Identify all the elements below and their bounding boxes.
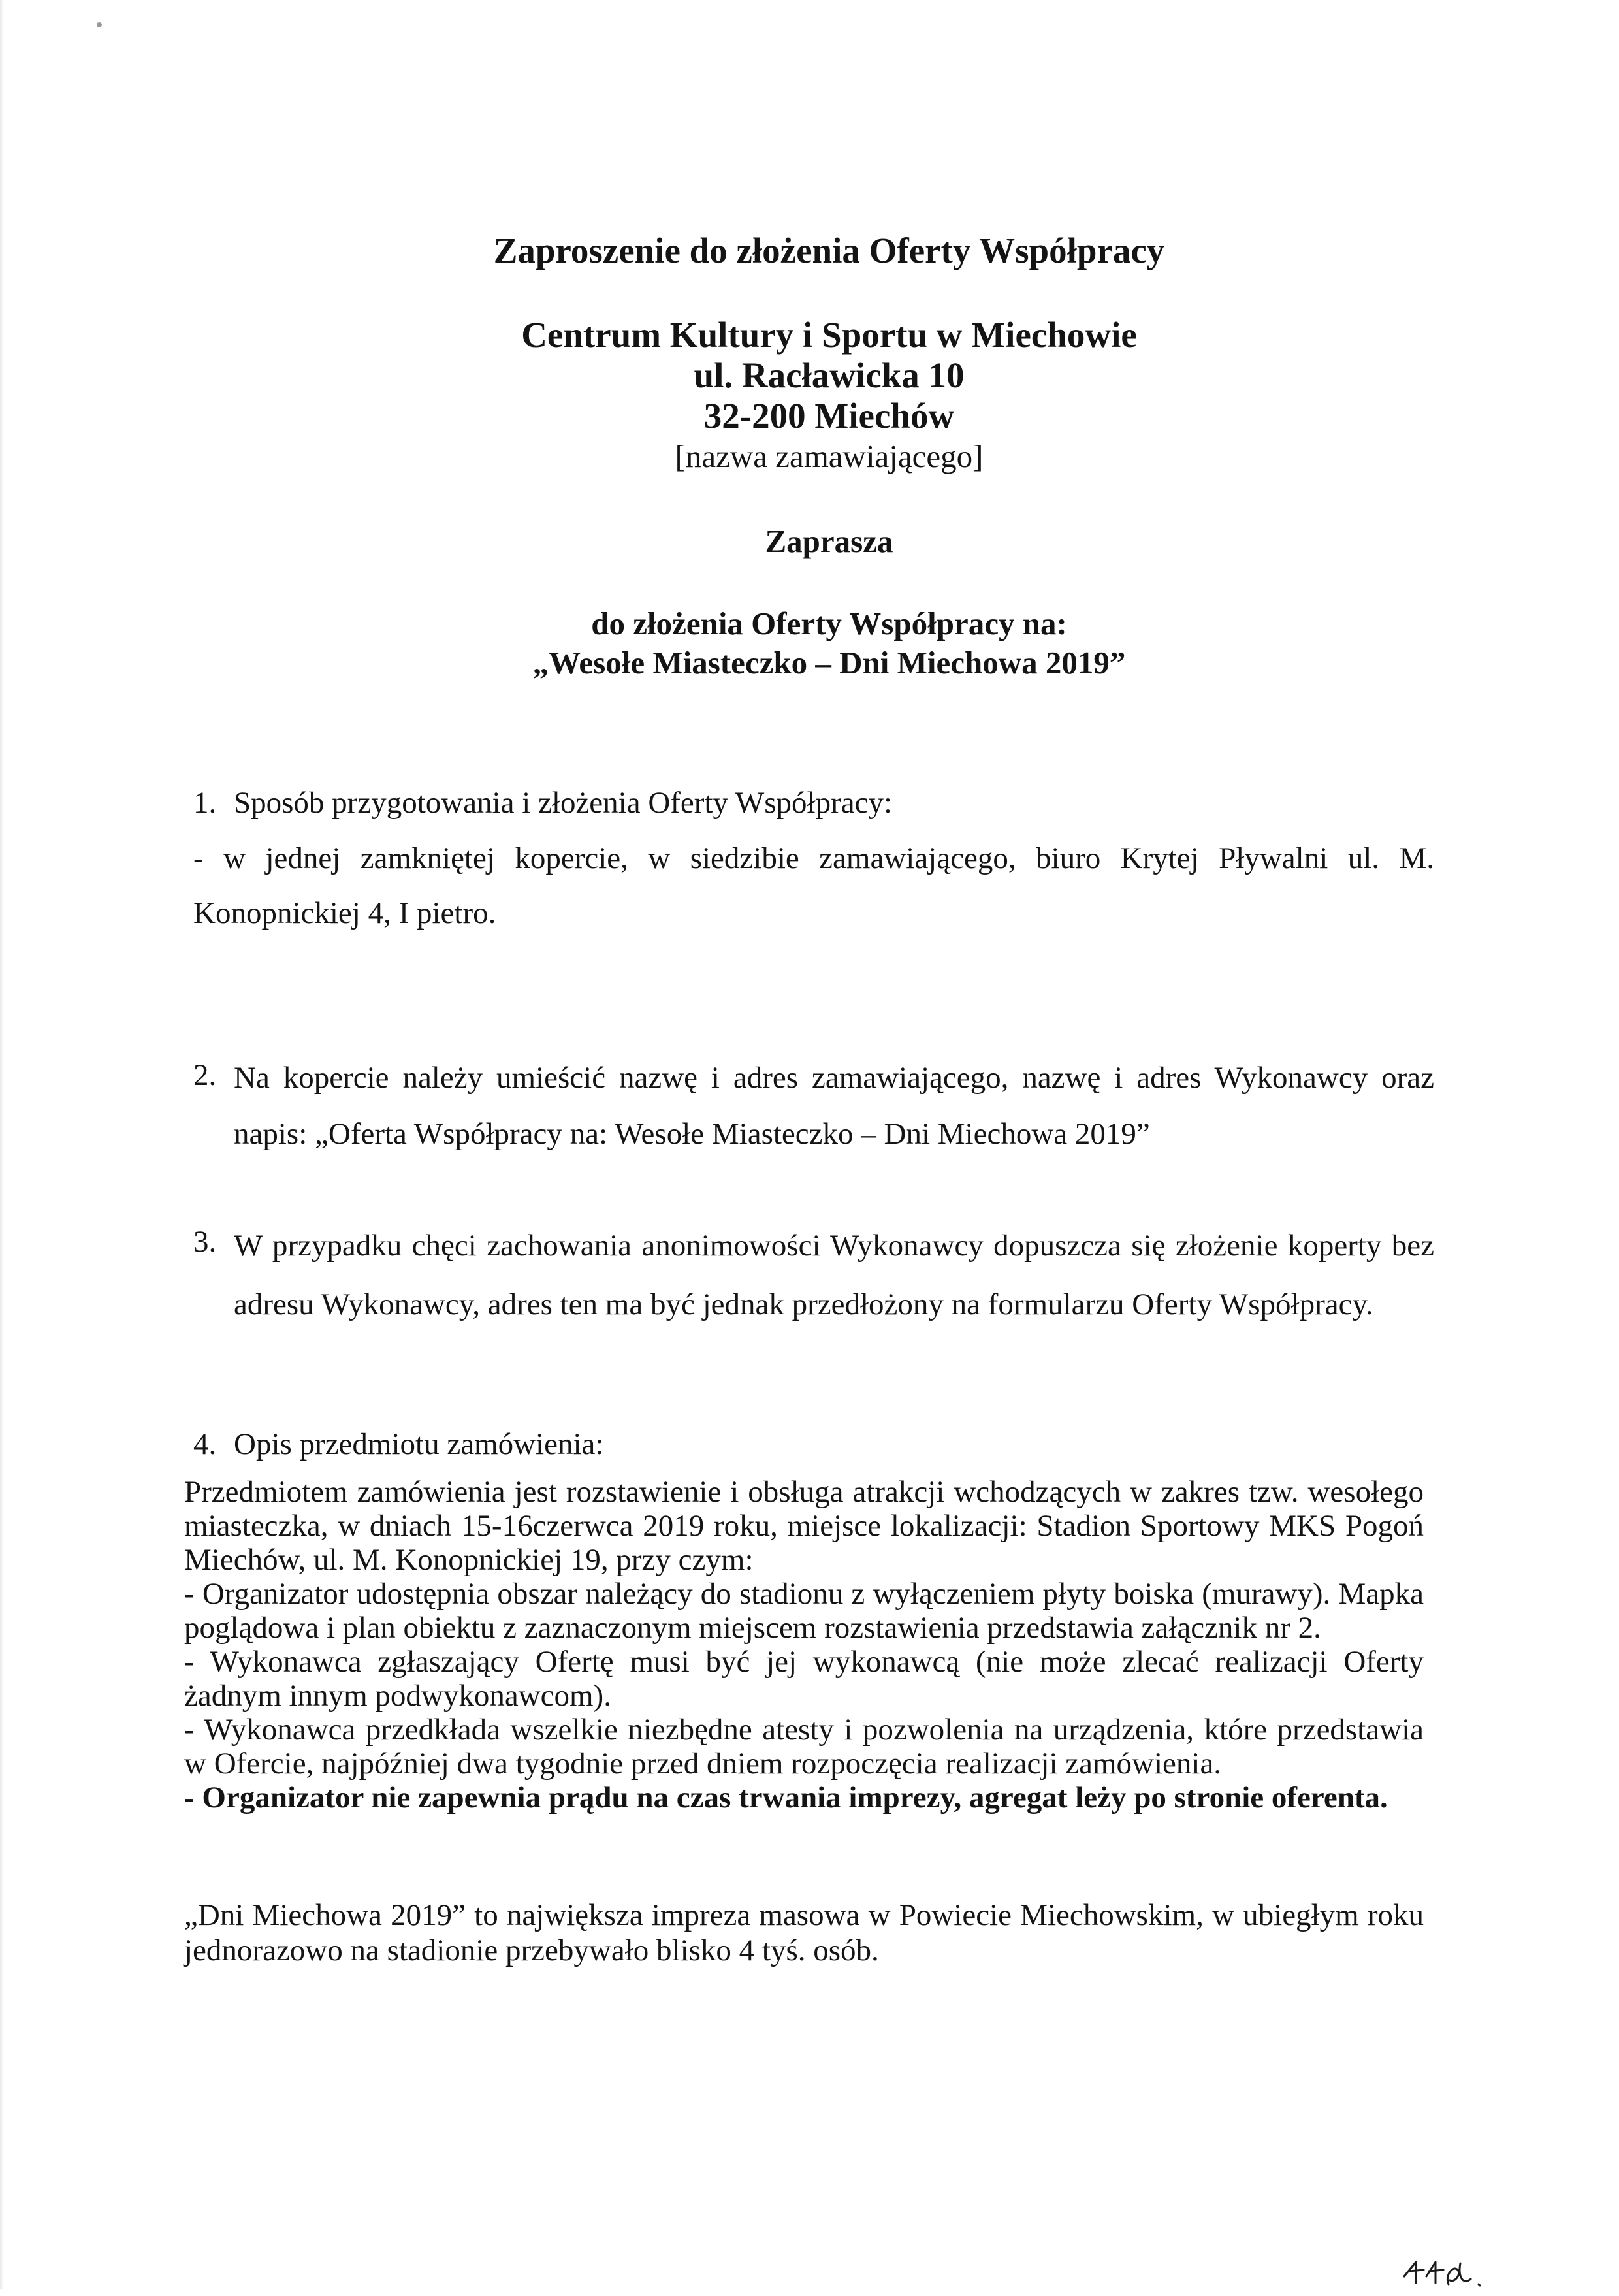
description-point-1: - Organizator udostępnia obszar należący do stadionu z wyłączeniem płyty boiska (murawy). Mapka poglądowa i plan obiektu z zaznaczonym miejscem rozstawienia przedstawia załącznik nr 2. (184, 1577, 1424, 1645)
handwritten-initials (1398, 2250, 1489, 2296)
description-point-2: - Wykonawca zgłaszający Ofertę musi być jej wykonawcą (nie może zlecać realizacji Oferty żadnym innym podwykonawcom). (184, 1645, 1424, 1713)
description-intro: Przedmiotem zamówienia jest rozstawienie i obsługa atrakcji wchodzących w zakres tzw. wesołego miasteczka, w dniach 15-16czerwca 2019 roku, miejsce lokalizacji: Stadion Sportowy MKS Pogoń Miechów, ul. M. Konopnickiej 19, przy czym: (184, 1475, 1424, 1577)
list-item-content (193, 777, 1434, 941)
list-item-number: 2. (193, 1058, 217, 1092)
organization-city: 32-200 Miechów (703, 396, 955, 436)
closing-paragraph: „Dni Miechowa 2019” to największa impreza masowa w Powiecie Miechowskim, w ubiegłym roku jednorazowo na stadionie przebywało blisko 4 tyś. osób. (184, 1898, 1424, 1967)
organization-block (20, 315, 1619, 477)
scan-speck (97, 22, 102, 27)
list-item-number: 3. (193, 1225, 217, 1259)
description-point-3: - Wykonawca przedkłada wszelkie niezbędne atesty i pozwolenia na urządzenia, które przedstawia w Ofercie, najpóźniej dwa tygodnie przed dniem rozpoczęcia realizacji zamówienia. (184, 1713, 1424, 1781)
list-item-heading: Sposób przygotowania i złożenia Oferty Współpracy: (234, 786, 893, 820)
subject-intro: do złożenia Oferty Współpracy na: (591, 606, 1067, 641)
list-item-number: 4. (193, 1427, 217, 1461)
description-point-4: - Organizator nie zapewnia prądu na czas trwania imprezy, agregat leży po stronie oferenta. (184, 1781, 1388, 1815)
list-item-1 (193, 777, 1434, 947)
document-title: Zaproszenie do złożenia Oferty Współpracy (493, 231, 1165, 270)
organization-note: [nazwa zamawiającego] (675, 438, 984, 474)
subject-block (20, 604, 1619, 683)
list-item-heading: Opis przedmiotu zamówienia: (234, 1427, 604, 1461)
list-item-text: Na kopercie należy umieścić nazwę i adres zamawiającego, nazwę i adres Wykonawcy oraz napis: „Oferta Współpracy na: Wesołe Miasteczko – Dni Miechowa 2019” (234, 1061, 1434, 1151)
list-item-4 (193, 1419, 1434, 1471)
list-item-text: W przypadku chęci zachowania anonimowości Wykonawcy dopuszcza się złożenie koperty bez adresu Wykonawcy, adres ten ma być jednak przedłożony na formularzu Oferty Współpracy. (234, 1229, 1434, 1321)
scan-edge-shadow (0, 0, 4, 2289)
list-item-number: 1. (193, 786, 217, 820)
list-item-text: - w jednej zamkniętej kopercie, w siedzibie zamawiającego, biuro Krytej Pływalni ul. M. Konopnickiej 4, I pietro. (193, 841, 1434, 930)
organization-street: ul. Racławicka 10 (694, 355, 965, 395)
order-description (184, 1475, 1424, 1815)
organization-name: Centrum Kultury i Sportu w Miechowie (521, 315, 1137, 355)
subject-title: „Wesołe Miasteczko – Dni Miechowa 2019” (532, 645, 1126, 681)
list-item-2 (193, 1050, 1434, 1167)
invites-heading: Zaprasza (765, 523, 893, 559)
list-item-3 (193, 1216, 1434, 1386)
